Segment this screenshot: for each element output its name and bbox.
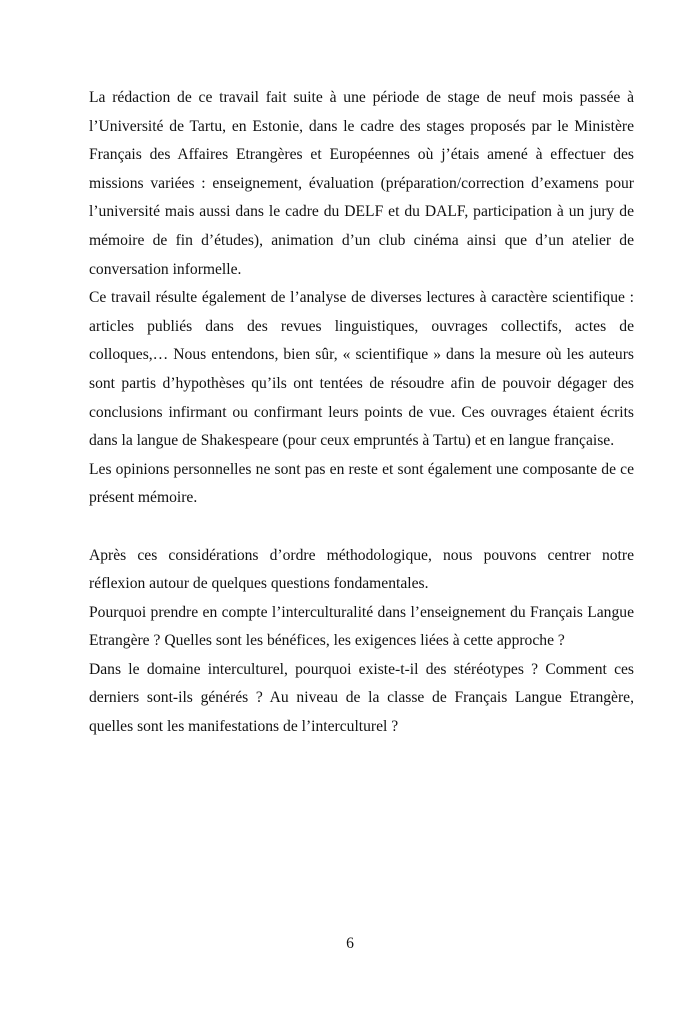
paragraph-methodology: Après ces considérations d’ordre méthodologique, nous pouvons centrer notre réflexion autour de quelques questions fondamentales.: [89, 546, 634, 593]
body-text: [89, 84, 634, 742]
paragraph-scientific-readings: Ce travail résulte également de l’analyse de diverses lectures à caractère scientifique : articles publiés dans des revues linguistiques, ouvrages collectifs, actes de colloques,… Nous entendons, bien sûr, « scientifique » dans la mesure où les auteurs sont partis d’hypothèses qu’ils ont tentées de résoudre afin de pouvoir dégager des conclusions infirmant ou confirmant leurs points de vue. Ces ouvrages étaient écrits dans la langue de Shakespeare (pour ceux empruntés à Tartu) et en langue française.: [89, 289, 634, 450]
paragraph-question-interculturality: Pourquoi prendre en compte l’interculturalité dans l’enseignement du Français Langue Etrangère ? Quelles sont les bénéfices, les exigences liées à cette approche ?: [89, 603, 634, 650]
paragraph-personal-opinions: Les opinions personnelles ne sont pas en reste et sont également une composante de ce présent mémoire.: [89, 460, 634, 507]
paragraph-spacer: [89, 513, 634, 542]
page-number: 6: [346, 935, 354, 952]
paragraph-internship: La rédaction de ce travail fait suite à une période de stage de neuf mois passée à l’Université de Tartu, en Estonie, dans le cadre des stages proposés par le Ministère Français des Affaires Etrangères et Européennes où j’étais amené à effectuer des missions variées : enseignement, évaluation (préparation/correction d’examens pour l’université mais aussi dans le cadre du DELF et du DALF, participation à un jury de mémoire de fin d’études), animation d’un club cinéma ainsi que d’un atelier de conversation informelle.: [89, 89, 634, 278]
paragraph-question-stereotypes: Dans le domaine interculturel, pourquoi existe-t-il des stéréotypes ? Comment ces derniers sont-ils générés ? Au niveau de la classe de Français Langue Etrangère, quelles sont les manifestations de l’interculturel ?: [89, 660, 634, 736]
